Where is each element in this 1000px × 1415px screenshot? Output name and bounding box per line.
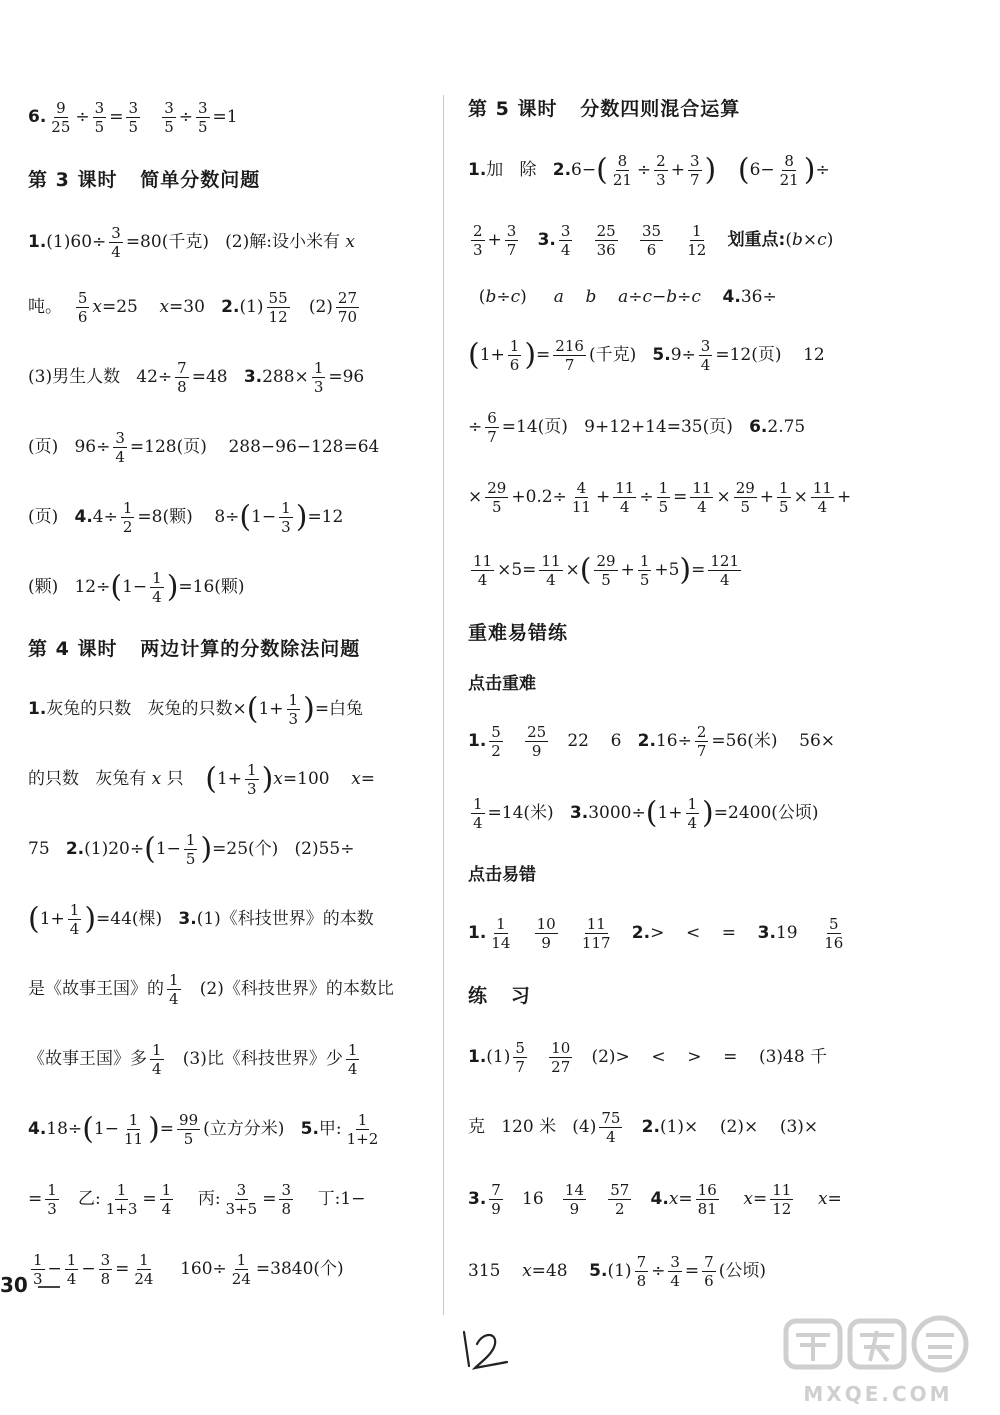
left-line-18: $\frac{1}{3}$ − $\frac{1}{4}$ − $\frac{3}{8}$ = $\frac{1}{24}$ 160÷ $\frac{1}{24}$ =3840(个) <box>33 1251 344 1288</box>
left-line-6: (页) 96÷ $\frac{3}{4}$ =128(页) 288−96−128=64 <box>28 429 380 466</box>
left-line-14: 是《故事王国》的 $\frac{1}{4}$ (2)《科技世界》的本数比 <box>28 971 394 1008</box>
right-line-10: 点击重难 <box>468 674 536 694</box>
right-line-5: (1+ $\frac{1}{6}$ )= $\frac{216}{7}$ (千克) 5.9÷ $\frac{3}{4}$ =12(页) 12 <box>468 337 825 374</box>
right-line-17: 克 120 米 (4) $\frac{75}{4}$ 2.(1)× (2)× (3)× <box>468 1109 819 1146</box>
left-line-7: (页) 4.4÷ $\frac{1}{2}$ =8(颗) 8÷(1− $\frac{1}{3}$ )=12 <box>28 499 344 536</box>
right-line-2: 1.加 除 2.6−( $\frac{8}{21}$ ÷ $\frac{2}{3}$ + $\frac{3}{7}$ ) (6− $\frac{8}{21}$ )÷ <box>468 152 830 189</box>
right-line-7: × $\frac{29}{5}$ +0.2÷ $\frac{4}{11}$ + $\frac{11}{4}$ ÷ $\frac{1}{5}$ = $\frac{11}{4}$ × $\frac{29}{5}$ + $\frac{1}{5}$ × $\frac{11}{4}$ + <box>468 479 852 516</box>
left-line-11: 的只数 灰兔有 x 只 (1+ $\frac{1}{3}$ )x=100 x= <box>28 761 376 798</box>
left-line-13: (1+ $\frac{1}{4}$ )=44(棵) 3.(1)《科技世界》的本数 <box>28 901 374 938</box>
right-line-9: 重难易错练 <box>468 622 569 644</box>
right-line-6: ÷ $\frac{6}{7}$ =14(页) 9+12+14=35(页) 6.2.75 <box>468 409 806 446</box>
handwritten-note-12 <box>455 1322 511 1374</box>
right-line-19: 315 x=48 5.(1) $\frac{7}{8}$ ÷ $\frac{3}{4}$ = $\frac{7}{6}$ (公顷) <box>468 1253 766 1290</box>
left-line-1: 6. $\frac{9}{25}$ ÷ $\frac{3}{5}$ = $\frac{3}{5}$ $\frac{3}{5}$ ÷ $\frac{3}{5}$ =1 <box>28 99 238 136</box>
svg-text:MXQE.COM: MXQE.COM <box>803 1382 953 1406</box>
right-line-4: (b÷c) a b a÷c−b÷c 4.36÷ <box>468 287 777 307</box>
column-divider <box>443 95 444 1315</box>
left-line-17: = $\frac{1}{3}$ 乙: $\frac{1}{1+3}$ = $\frac{1}{4}$ 丙: $\frac{3}{3+5}$ = $\frac{3}{8}$ 丁:1− <box>28 1181 366 1218</box>
right-line-12: $\frac{1}{4}$ =14(米) 3.3000÷(1+ $\frac{1}{4}$ )=2400(公顷) <box>473 795 819 832</box>
right-line-3: $\frac{2}{3}$ + $\frac{3}{7}$ 3. $\frac{3}{4}$ $\frac{25}{36}$ $\frac{35}{6}$ $\frac{1}{12}$ 划重点:(b×c) <box>473 222 834 259</box>
right-line-13: 点击易错 <box>468 865 536 885</box>
right-line-18: 3. $\frac{7}{9}$ 16 $\frac{14}{9}$ $\frac{57}{2}$ 4.x= $\frac{16}{81}$ x= $\frac{11}{12}$ x= <box>468 1181 842 1218</box>
left-line-16: 4.18÷(1− $\frac{1}{11}$ )= $\frac{99}{5}$ (立方分米) 5.甲: $\frac{1}{1+2}$ <box>28 1111 379 1148</box>
right-line-16: 1.(1) $\frac{5}{7}$ $\frac{10}{27}$ (2)> < > = (3)48 千 <box>468 1039 828 1076</box>
right-line-1: 第 5 课时 分数四则混合运算 <box>468 98 741 120</box>
left-line-12: 75 2.(1)20÷(1− $\frac{1}{5}$ )=25(个) (2)55÷ <box>28 831 355 868</box>
left-line-9: 第 4 课时 两边计算的分数除法问题 <box>28 638 361 660</box>
right-line-14: 1. $\frac{1}{14}$ $\frac{10}{9}$ $\frac{11}{117}$ 2.> < = 3.19 $\frac{5}{16}$ <box>468 915 844 952</box>
right-line-15: 练 习 <box>468 985 531 1007</box>
page-number: 30 <box>0 1273 28 1297</box>
left-line-8: (颗) 12÷(1− $\frac{1}{4}$ )=16(颗) <box>28 569 245 606</box>
left-line-3: 1.(1)60÷ $\frac{3}{4}$ =80(千克) (2)解:设小米有 x <box>28 224 355 261</box>
left-line-5: (3)男生人数 42÷ $\frac{7}{8}$ =48 3.288× $\frac{1}{3}$ =96 <box>28 359 365 396</box>
left-line-15: 《故事王国》多 $\frac{1}{4}$ (3)比《科技世界》少 $\frac{1}{4}$ <box>28 1041 358 1078</box>
right-line-11: 1. $\frac{5}{2}$ $\frac{25}{9}$ 22 6 2.16÷ $\frac{2}{7}$ =56(米) 56× <box>468 723 836 760</box>
left-line-2: 第 3 课时 简单分数问题 <box>28 169 261 191</box>
right-line-8: $\frac{11}{4}$ ×5= $\frac{11}{4}$ ×( $\frac{29}{5}$ + $\frac{1}{5}$ +5)= $\frac{121}{4}$ <box>473 552 740 589</box>
page-number-dash <box>38 1286 60 1288</box>
watermark-logo <box>778 1313 978 1409</box>
left-line-4: 吨。 $\frac{5}{6}$ x=25 x=30 2.(1) $\frac{55}{12}$ (2) $\frac{27}{70}$ <box>28 289 358 326</box>
left-line-10: 1.灰兔的只数 灰兔的只数×(1+ $\frac{1}{3}$ )=白兔 <box>28 691 364 728</box>
